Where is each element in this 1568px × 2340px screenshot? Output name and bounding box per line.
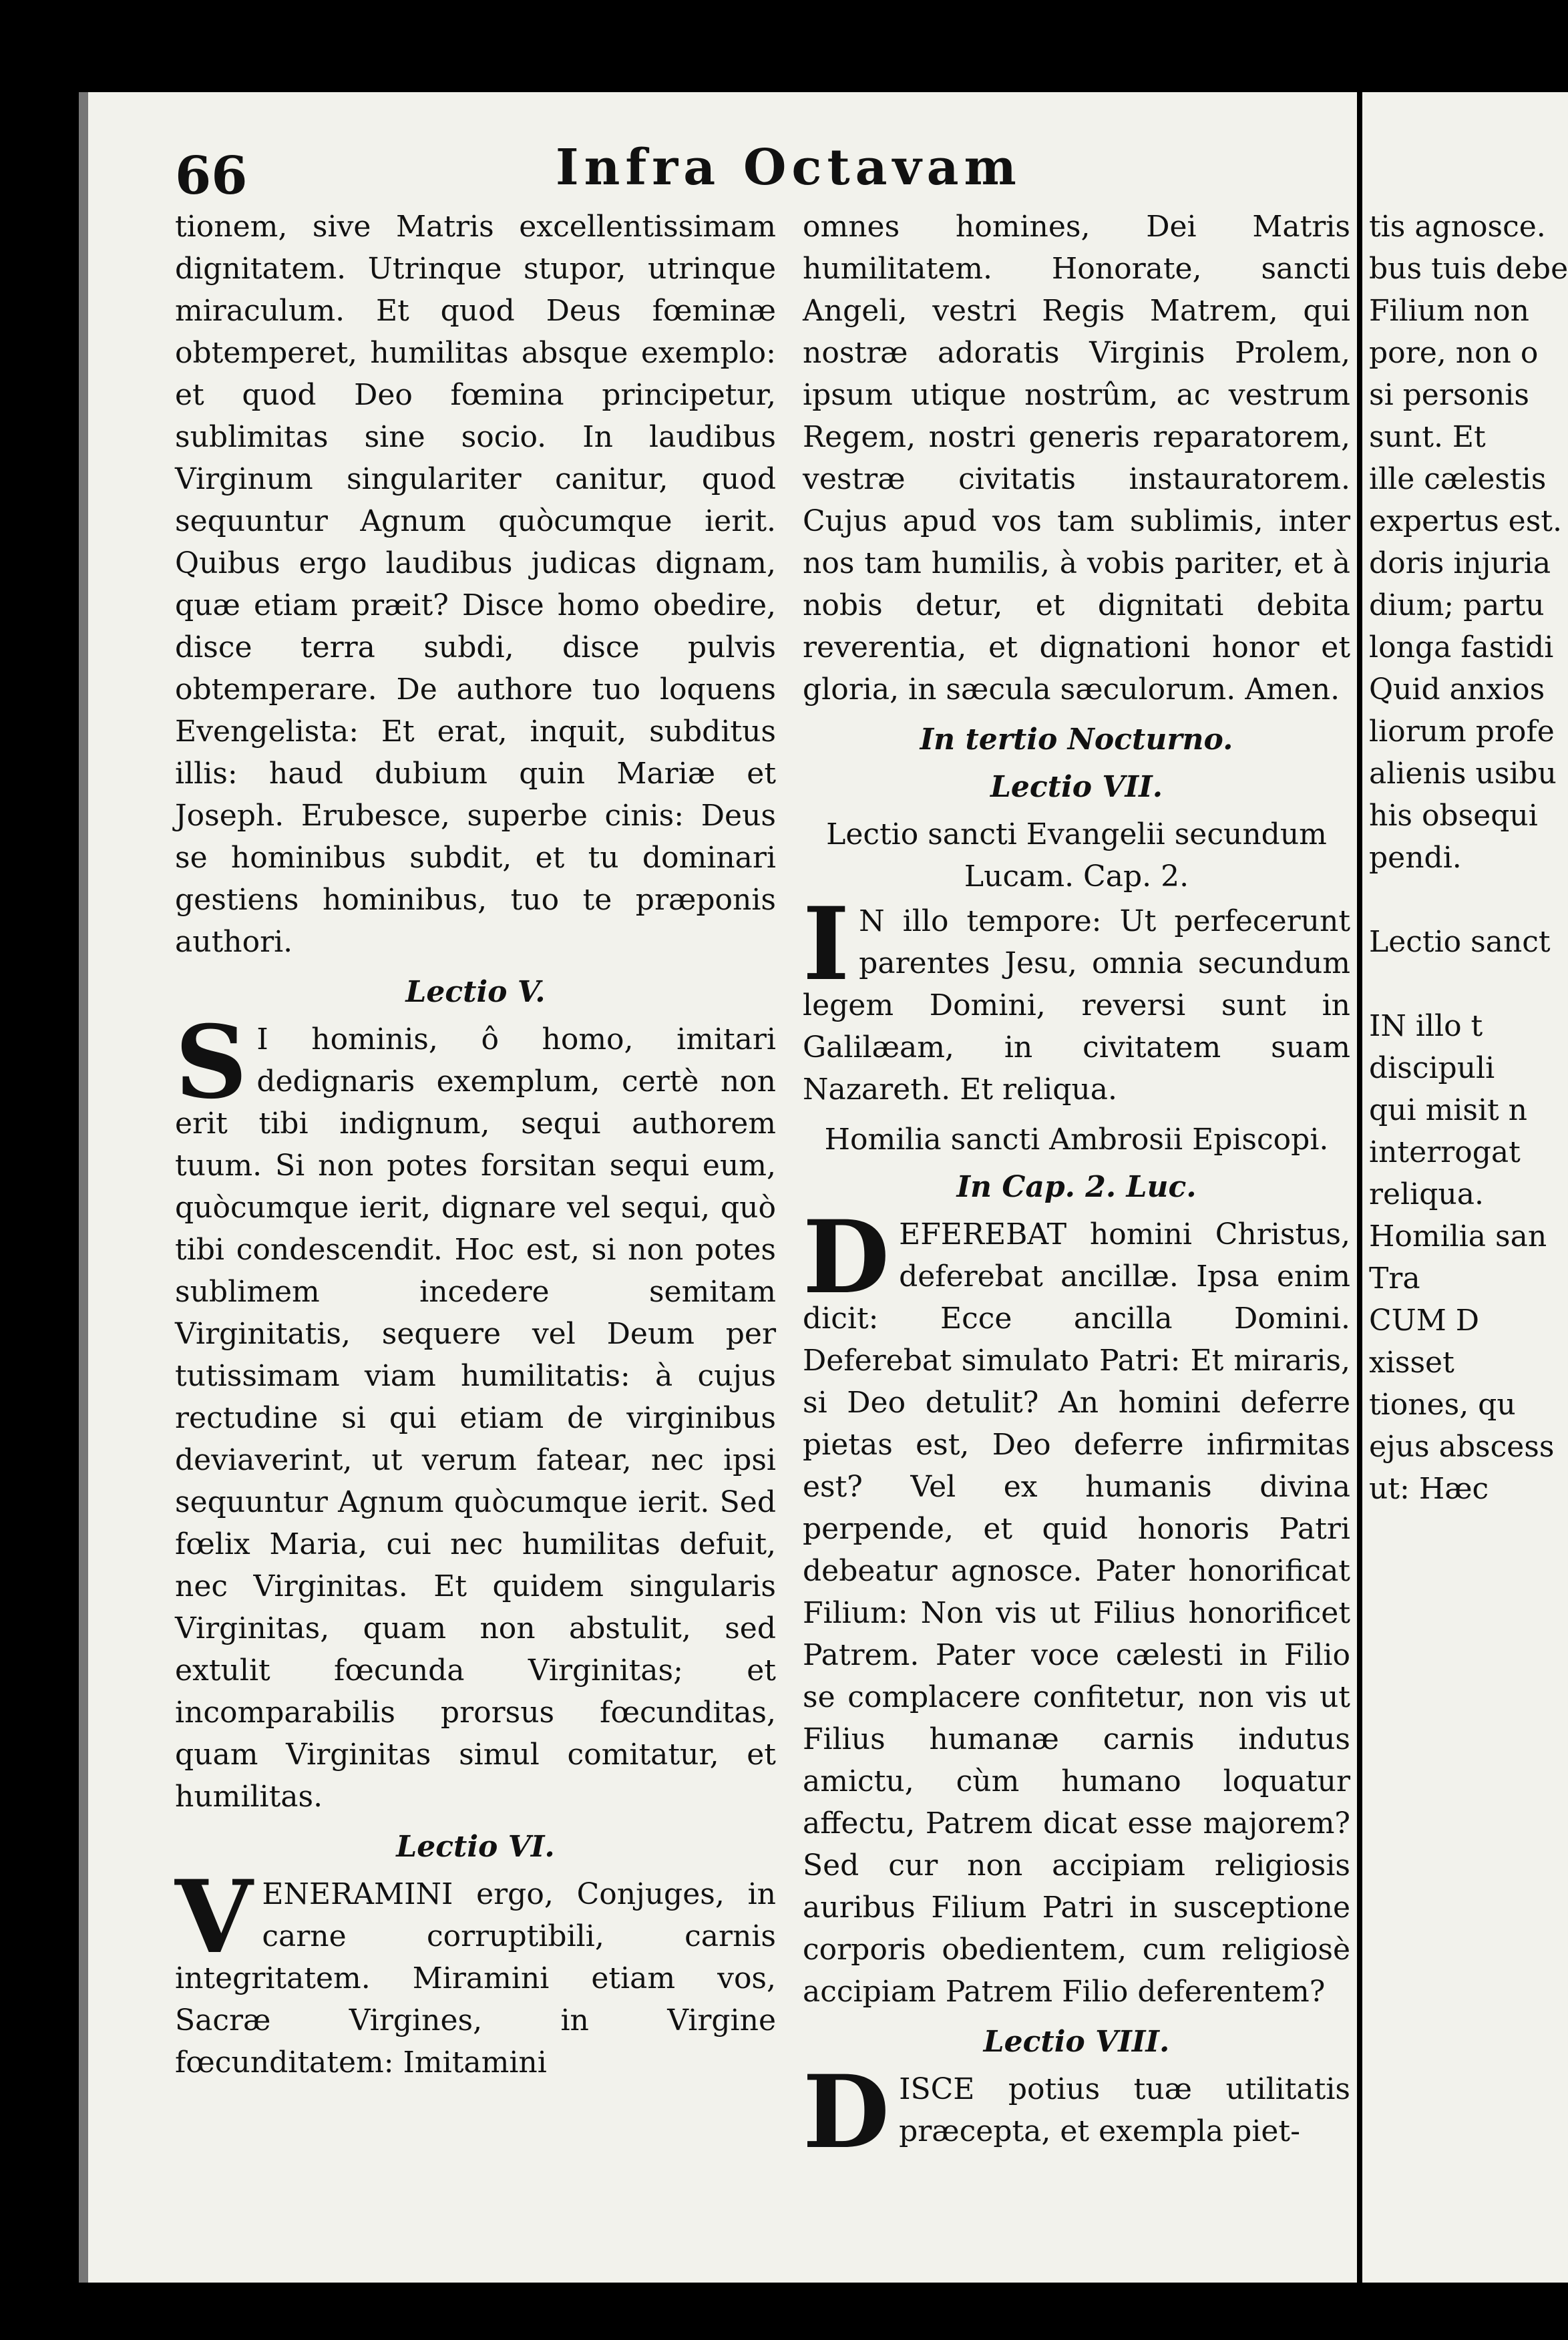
drop-cap: D <box>803 1199 890 1316</box>
fragment-line: si personis <box>1369 378 1529 412</box>
fragment-line <box>1369 963 1563 1005</box>
paragraph-text: EFEREBAT homini Christus, deferebat ancillæ. Ipsa enim dicit: Ecce ancilla Domini. Deferebat simulato Patri: Et miraris, si Deo detulit? An homini deferre pietas est, Deo deferre infirmitas est? Vel ex humanis divina perpende, et quid honoris Patri debeatur agnosce. Pater honorificat Filium: Non vis ut Filius honorificet Patrem. Pater voce cælesti in Filio se complacere confitetur, non vis ut Filius humanæ carnis indutus amictu, cùm humano loquatur affectu, Patrem dicat esse majorem? Sed cur non accipiam religiosis auribus Filium Patri in susceptione corporis obedientem, cum religiosè accipiam Patrem Filio deferentem? <box>803 1217 1350 2009</box>
fragment-line: his obsequi <box>1369 799 1538 833</box>
fragment-line <box>1369 879 1563 921</box>
left-page <box>79 92 1357 2283</box>
fragment-line: tiones, qu <box>1369 1388 1516 1422</box>
fragment-line: qui misit n <box>1369 1093 1528 1127</box>
column-left <box>175 206 776 2092</box>
paragraph: tionem, sive Matris excellentissimam dignitatem. Utrinque stupor, utrinque miraculum. Et quod Deus fœminæ obtemperet, humilitas absque exemplo: et quod Deo fœmina principetur, sublimitas sine socio. In laudibus Virginum singulariter canitur, quod sequuntur Agnum quòcumque ierit. Quibus ergo laudibus judicas dignam, quæ etiam præit? Disce homo obedire, disce terra subdi, disce pulvis obtemperare. De authore tuo loquens Evengelista: Et erat, inquit, subditus illis: haud dubium quin Mariæ et Joseph. Erubesce, superbe cinis: Deus se hominibus subdit, et tu dominari gestiens hominibus, tuo te præponis authori. <box>175 210 776 959</box>
gospel-title: Lectio sancti Evangelii secundum Lucam. Cap. 2. <box>826 817 1327 894</box>
fragment-line: pore, non o <box>1369 336 1539 370</box>
homily-reference: In Cap. 2. Luc. <box>956 1170 1197 1204</box>
fragment-line: Filium non <box>1369 294 1529 328</box>
fragment-line: Lectio sanct <box>1369 925 1551 959</box>
drop-cap: D <box>803 2054 890 2171</box>
paragraph-text: N illo tempore: Ut perfecerunt parentes Jesu, omnia secundum legem Domini, reversi sunt in Galilæam, in civitatem suam Nazareth. Et reliqua. <box>803 904 1350 1107</box>
fragment-line: longa fastidi <box>1369 630 1554 664</box>
fragment-line: doris injuria <box>1369 546 1551 580</box>
drop-cap: V <box>175 1859 253 1976</box>
fragment-line: Quid anxios <box>1369 672 1545 707</box>
fragment-line: Homilia san <box>1369 1219 1547 1253</box>
drop-cap: I <box>803 886 850 1003</box>
paragraph <box>175 1004 776 1818</box>
fragment-line: IN illo t <box>1369 1009 1483 1043</box>
fragment-line: discipuli <box>1369 1051 1495 1085</box>
fragment-line: liorum profe <box>1369 715 1555 749</box>
fragment-line: dium; partu <box>1369 588 1545 622</box>
fragment-line: ut: Hæc <box>1369 1472 1489 1506</box>
homily-title: Homilia sancti Ambrosii Episcopi. <box>824 1123 1329 1157</box>
right-page-fragment <box>1362 92 1568 2283</box>
paragraph <box>803 2054 1350 2171</box>
paragraph-text: I hominis, ô homo, imitari dedignaris exemplum, certè non erit tibi indignum, sequi authorem tuum. Si non potes forsitan sequi eum, quòcumque ierit, dignare vel sequi, quò tibi condescendit. Hoc est, si non potes sublimem incedere semitam Virginitatis, sequere vel Deum per tutissimam viam humilitatis: à cujus rectudine si qui etiam de virginibus deviaverint, ut verum fatear, nec ipsi sequuntur Agnum quòcumque ierit. Sed fœlix Maria, cui nec humilitas defuit, nec Virginitas. Et quidem singularis Virginitas, quam non abstulit, sed extulit fœcunda Virginitas; et incomparabilis prorsus fœcunditas, quam Virginitas simul comitatur, et humilitas. <box>175 1022 776 1814</box>
paragraph-text: ENERAMINI ergo, Conjuges, in carne corruptibili, carnis integritatem. Miramini etiam vos, Sacræ Virgines, in Virgine fœcunditatem: Imitamini <box>175 1877 776 2080</box>
fragment-line: bus tuis debe <box>1369 252 1568 286</box>
paragraph-text: ISCE potius tuæ utilitatis præcepta, et exempla piet- <box>899 2072 1350 2148</box>
drop-cap: S <box>175 1004 248 1121</box>
paragraph <box>175 1859 776 2084</box>
fragment-line: pendi. <box>1369 841 1462 875</box>
running-title: Infra Octavam <box>556 139 1022 196</box>
paragraph <box>803 1199 1350 2013</box>
lectio-heading: Lectio VI. <box>396 1830 555 1864</box>
column-fragment <box>1369 206 1568 1510</box>
fragment-line: ejus abscess <box>1369 1430 1555 1464</box>
fragment-line: Tra <box>1369 1261 1420 1296</box>
fragment-line: xisset <box>1369 1346 1454 1380</box>
page-number: 66 <box>175 146 248 206</box>
fragment-line: reliqua. <box>1369 1177 1484 1211</box>
lectio-heading: Lectio VII. <box>990 770 1163 804</box>
paragraph <box>803 886 1350 1111</box>
fragment-line: alienis usibu <box>1369 757 1557 791</box>
lectio-heading: Lectio V. <box>405 975 546 1009</box>
fragment-line: CUM D <box>1369 1304 1480 1338</box>
nocturn-heading: In tertio Nocturno. <box>920 723 1233 757</box>
fragment-line: ille cælestis <box>1369 462 1547 496</box>
fragment-line: tis agnosce. <box>1369 210 1546 244</box>
lectio-heading: Lectio VIII. <box>983 2025 1170 2059</box>
fragment-line: interrogat <box>1369 1135 1521 1169</box>
fragment-line: expertus est. <box>1369 504 1562 538</box>
paragraph: omnes homines, Dei Matris humilitatem. Honorate, sancti Angeli, vestri Regis Matrem, qui nostræ adoratis Virginis Prolem, ipsum utique nostrûm, ac vestrum Regem, nostri generis reparatorem, vestræ civitatis instauratorem. Cujus apud vos tam sublimis, inter nos tam humilis, à vobis pariter, et à nobis detur, et dignitati debita reverentia, et dignationi honor et gloria, in sæcula sæculorum. Amen. <box>803 210 1350 707</box>
fragment-line: sunt. Et <box>1369 420 1486 454</box>
column-right <box>803 206 1350 2171</box>
